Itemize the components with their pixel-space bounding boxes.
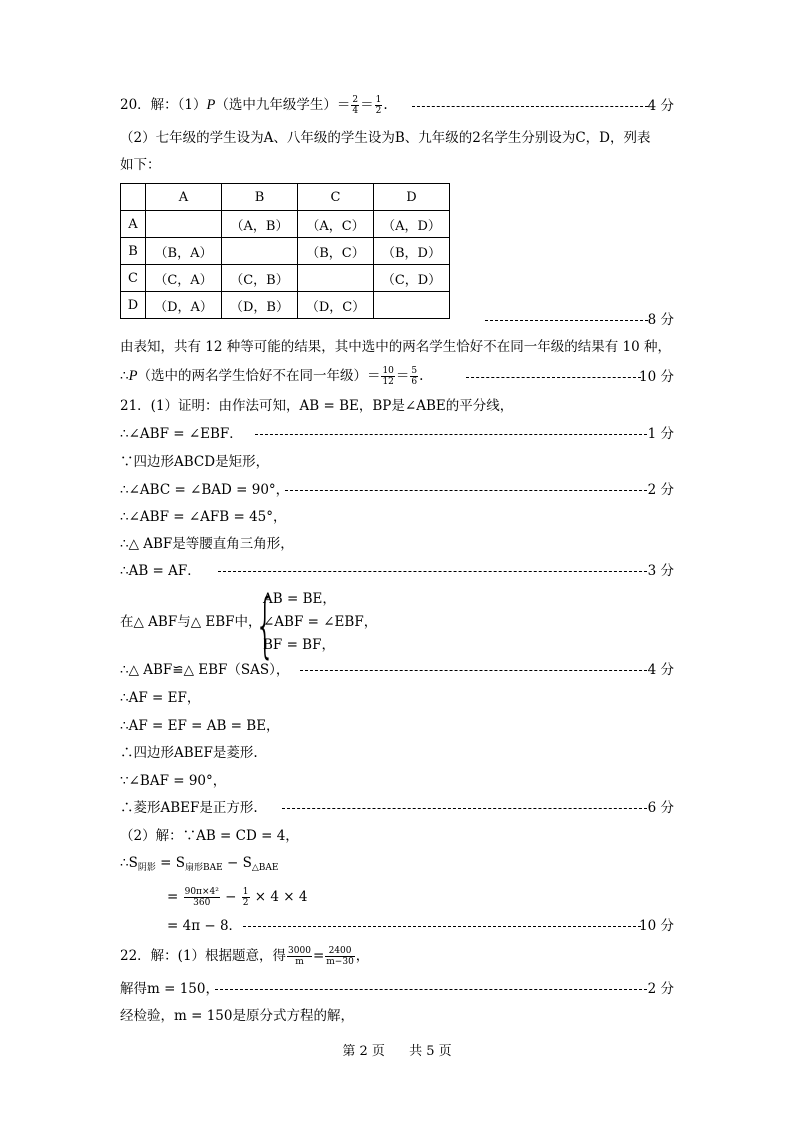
- q21-line13: ∵∠BAF = 90°，: [120, 773, 227, 789]
- frac-den: 12: [382, 377, 394, 387]
- table-cell: （D，C）: [298, 292, 374, 319]
- prob-symbol: P: [206, 97, 216, 113]
- table-cell: （C，A）: [146, 265, 222, 292]
- q21-line15: （2）解：∵AB = CD = 4，: [120, 828, 299, 844]
- q20-line1: [120, 95, 388, 115]
- leader-line: [466, 377, 641, 378]
- leader-line: [215, 989, 647, 990]
- table-cell: C: [121, 265, 146, 292]
- system-eq-1: AB = BE，: [263, 591, 336, 607]
- frac-den: 360: [193, 898, 211, 908]
- score-marker: 2 分: [647, 981, 674, 997]
- table-cell: [374, 292, 450, 319]
- score-marker: 2 分: [647, 482, 674, 498]
- table-cell: B: [121, 238, 146, 265]
- table-cell: （C，D）: [374, 265, 450, 292]
- table-cell: （A，B）: [222, 211, 298, 238]
- comma: ，: [355, 948, 370, 964]
- product: × 4 × 4: [254, 889, 308, 905]
- q21-line18: = 4π − 8．: [167, 918, 243, 934]
- subscript: △BAE: [251, 863, 279, 873]
- equals: =: [167, 889, 179, 905]
- system-eq-2: ∠ABF = ∠EBF，: [263, 614, 378, 630]
- fraction-1-2: [375, 95, 383, 116]
- frac-num: 1: [375, 95, 382, 105]
- fraction-2400-m30: [325, 946, 355, 967]
- fraction-5-6: [410, 366, 418, 387]
- q20-line2: （2）七年级的学生设为A、八年级的学生设为B、九年级的2名学生分别设为C，D，列表: [120, 130, 651, 146]
- frac-num: 2: [352, 95, 359, 105]
- q21-line14: ∴菱形ABEF是正方形.: [120, 800, 258, 816]
- frac-num: 2400: [325, 946, 355, 957]
- period: .: [383, 97, 388, 113]
- leader-line: [218, 571, 647, 572]
- q21-line12: ∴四边形ABEF是菱形.: [120, 745, 258, 761]
- q21-line3: ∵四边形ABCD是矩形，: [120, 454, 270, 470]
- subscript: 阴影: [137, 863, 156, 873]
- area-symbol: ∴S: [120, 855, 138, 871]
- period: .: [419, 368, 424, 384]
- frac-den: 2: [375, 106, 382, 116]
- area-symbol: = S: [155, 855, 186, 871]
- q21-line1: 21．(1）证明：由作法可知，AB = BE，BP是∠ABE的平分线，: [120, 398, 514, 414]
- frac-den: 2: [242, 898, 249, 908]
- table-cell: （D，B）: [222, 292, 298, 319]
- table-cell: A: [146, 184, 222, 211]
- table-row: [121, 211, 450, 238]
- page-number: 第 2 页: [342, 1044, 385, 1059]
- frac-num: 3000: [288, 946, 311, 956]
- q21-line17: [167, 887, 307, 907]
- frac-num: 5: [411, 366, 418, 376]
- table-cell: （B，D）: [374, 238, 450, 265]
- q21-line6: ∴△ ABF是等腰直角三角形，: [120, 536, 294, 552]
- table-row: [121, 265, 450, 292]
- table-cell: [298, 265, 374, 292]
- q22-label: 22．解：(1）根据题意，得: [120, 948, 287, 964]
- fraction-1-2: [242, 887, 250, 908]
- leader-line: [282, 808, 647, 809]
- table-row: [121, 292, 450, 319]
- page-footer: [0, 1040, 794, 1059]
- q21-line16: [120, 853, 278, 873]
- frac-num: 10: [382, 366, 394, 376]
- equals: ＝: [395, 368, 410, 384]
- frac-den: m−30: [326, 957, 354, 967]
- table-cell: （A，C）: [298, 211, 374, 238]
- table-cell: （A，D）: [374, 211, 450, 238]
- q22-line3: 经检验，m = 150是原分式方程的解，: [120, 1008, 354, 1024]
- equals: =: [312, 948, 325, 964]
- table-cell: （D，A）: [146, 292, 222, 319]
- q21-line9: ∴△ ABF≌△ EBF（SAS），: [120, 662, 290, 678]
- score-marker: 6 分: [647, 800, 674, 816]
- score-marker: 4 分: [647, 98, 674, 114]
- area-symbol: − S: [222, 855, 252, 871]
- table-row: [121, 184, 450, 211]
- table-cell: C: [298, 184, 374, 211]
- fraction-10-12: [381, 366, 394, 387]
- table-cell: D: [121, 292, 146, 319]
- table-cell: [121, 184, 146, 211]
- frac-den: 4: [352, 106, 359, 116]
- equals: ＝: [360, 97, 374, 113]
- table-cell: [146, 211, 222, 238]
- table-row: [121, 238, 450, 265]
- q20-line1-text: （选中九年级学生）＝: [215, 97, 351, 113]
- leader-line: [285, 490, 647, 491]
- left-brace-icon: {: [255, 584, 276, 666]
- q22-line1: [120, 946, 369, 966]
- subscript: 扇形BAE: [185, 863, 223, 873]
- table-cell: （B，C）: [298, 238, 374, 265]
- outcome-table: [120, 183, 450, 319]
- minus: −: [225, 889, 237, 905]
- leader-line: [243, 926, 641, 927]
- score-marker: 10 分: [639, 918, 674, 934]
- frac-den: 6: [411, 377, 418, 387]
- table-cell: （C，B）: [222, 265, 298, 292]
- score-marker: 1 分: [647, 426, 674, 442]
- frac-num: 90π×4²: [184, 887, 219, 897]
- q20-line5-text: （选中的两名学生恰好不在同一年级）＝: [137, 368, 381, 384]
- q21-line5: ∴∠ABF = ∠AFB = 45°，: [120, 509, 287, 525]
- fraction-3000-m: [287, 946, 312, 967]
- frac-num: 1: [242, 887, 249, 897]
- leader-line: [300, 670, 647, 671]
- leader-line: [485, 320, 648, 321]
- therefore-symbol: ∴: [120, 368, 129, 384]
- fraction-sector: [184, 887, 220, 908]
- table-cell: D: [374, 184, 450, 211]
- q21-line2: ∴∠ABF = ∠EBF．: [120, 426, 243, 442]
- q22-line2: 解得m = 150，: [120, 981, 219, 997]
- q21-line10: ∴AF = EF，: [120, 690, 201, 706]
- q21-line4: ∴∠ABC = ∠BAD = 90°，: [120, 482, 290, 498]
- q21-line11: ∴AF = EF = AB = BE，: [120, 718, 280, 734]
- q20-line3: 如下：: [120, 157, 161, 173]
- prob-symbol: P: [128, 368, 138, 384]
- system-eq-3: BF = BF，: [263, 637, 335, 653]
- table-cell: [222, 238, 298, 265]
- leader-line: [255, 434, 647, 435]
- q20-line5: [120, 366, 423, 386]
- score-marker: 8 分: [647, 312, 674, 328]
- q21-line8: 在△ ABF与△ EBF中，: [120, 614, 262, 630]
- table-cell: B: [222, 184, 298, 211]
- table-cell: A: [121, 211, 146, 238]
- score-marker: 3 分: [647, 563, 674, 579]
- q20-line4: 由表知，共有 12 种等可能的结果，其中选中的两名学生恰好不在同一年级的结果有 10 种，: [120, 339, 672, 355]
- frac-den: m: [295, 957, 304, 967]
- table-cell: （B，A）: [146, 238, 222, 265]
- leader-line: [412, 106, 648, 107]
- q21-line7: ∴AB = AF．: [120, 563, 201, 579]
- q20-label: 20．解：（1）: [120, 97, 207, 113]
- page-total: 共 5 页: [409, 1044, 452, 1059]
- score-marker: 10 分: [639, 369, 674, 385]
- score-marker: 4 分: [647, 662, 674, 678]
- fraction-2-4: [351, 95, 359, 116]
